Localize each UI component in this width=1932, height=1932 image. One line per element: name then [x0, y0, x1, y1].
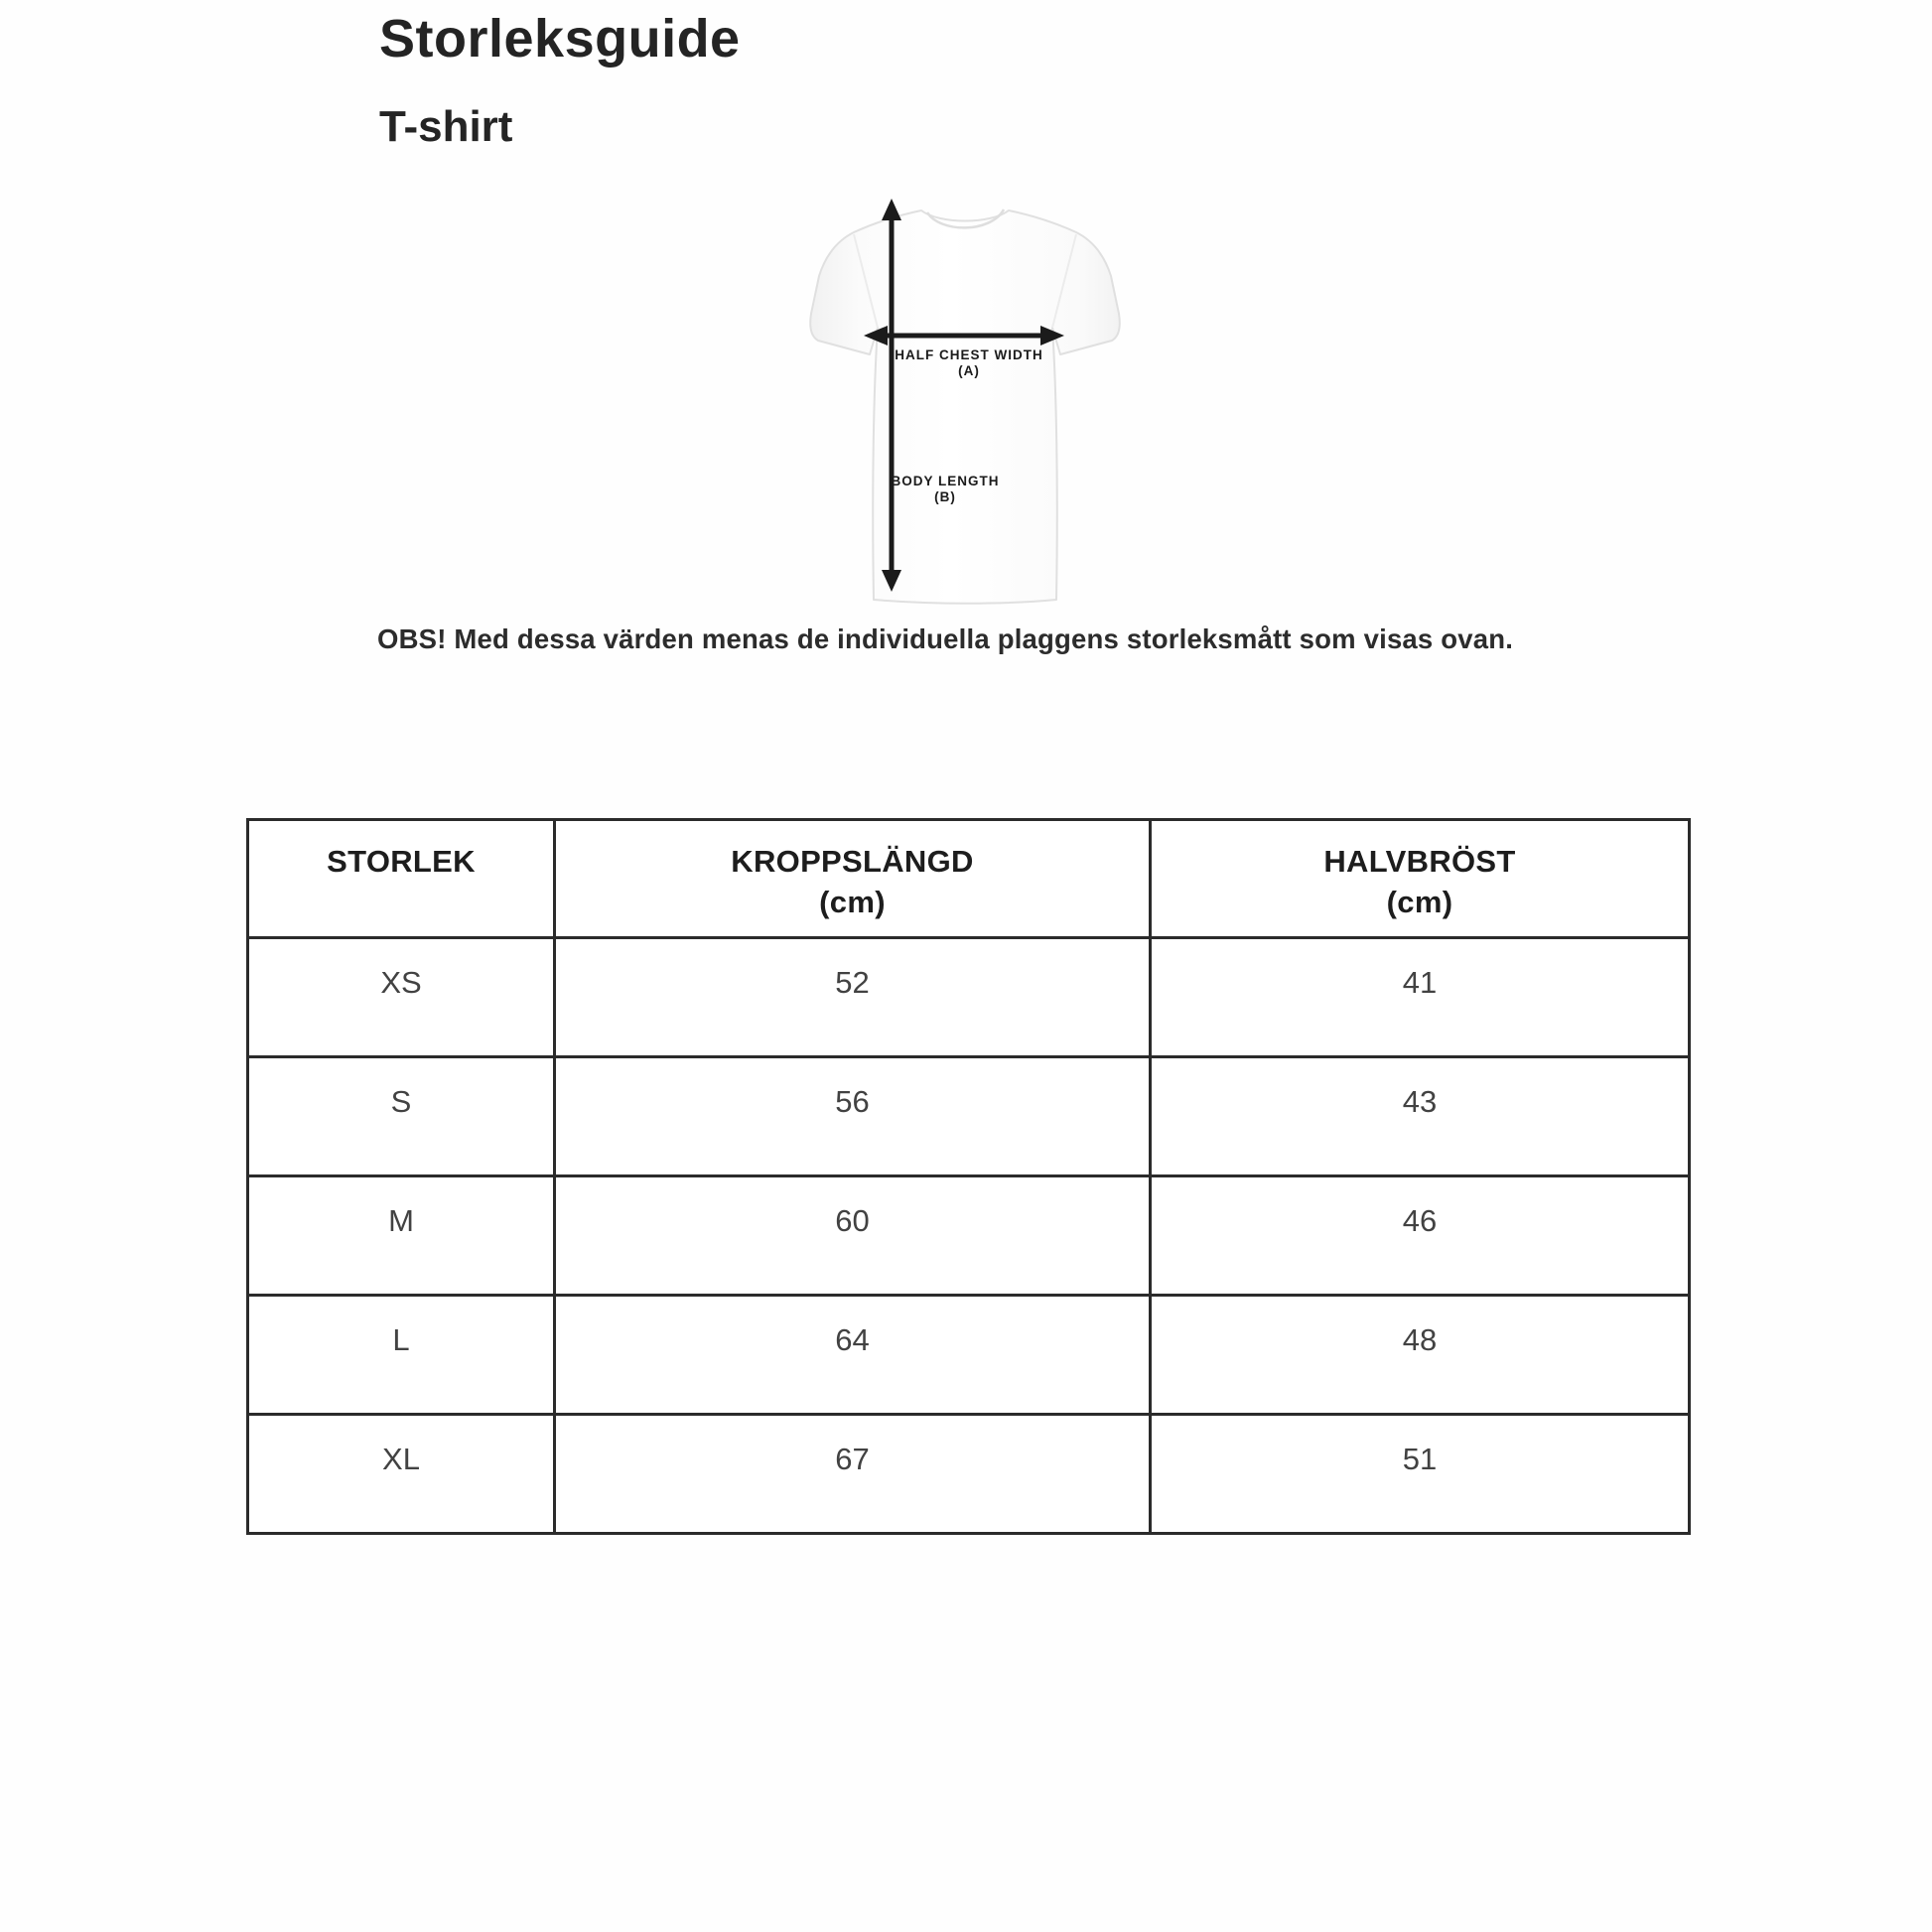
size-cell: L	[248, 1296, 555, 1415]
chest-cell: 51	[1151, 1415, 1690, 1534]
size-table-header-row	[248, 820, 1690, 938]
chest-cell: 46	[1151, 1176, 1690, 1296]
tshirt-body-shape	[810, 210, 1119, 604]
chest-cell: 41	[1151, 938, 1690, 1057]
body-length-label: BODY LENGTH	[891, 474, 1000, 488]
size-table	[246, 818, 1691, 1535]
measurement-note: OBS! Med dessa värden menas de individuella plaggens storleksmått som visas ovan.	[377, 623, 1514, 654]
length-cell: 52	[555, 938, 1151, 1057]
body-length-unit: (cm)	[819, 884, 886, 919]
table-row-l	[248, 1296, 1690, 1415]
table-row-s	[248, 1057, 1690, 1176]
size-cell: XL	[248, 1415, 555, 1534]
half-chest-unit: (cm)	[1386, 884, 1453, 919]
chest-cell: 43	[1151, 1057, 1690, 1176]
tshirt-size-diagram	[780, 189, 1152, 623]
size-cell: XS	[248, 938, 555, 1057]
table-row-m	[248, 1176, 1690, 1296]
half-chest-key-label: (A)	[958, 363, 980, 378]
size-column-header: STORLEK	[248, 820, 555, 938]
length-cell: 64	[555, 1296, 1151, 1415]
table-row-xl	[248, 1415, 1690, 1534]
product-type-label: T-shirt	[379, 102, 513, 151]
half-chest-width-label: HALF CHEST WIDTH	[895, 347, 1043, 362]
size-cell: M	[248, 1176, 555, 1296]
length-cell: 56	[555, 1057, 1151, 1176]
half-chest-column-header: HALVBRÖST (cm)	[1151, 820, 1690, 938]
body-length-column-header: KROPPSLÄNGD (cm)	[555, 820, 1151, 938]
tshirt-image	[780, 189, 1152, 623]
table-row-xs	[248, 938, 1690, 1057]
page-title: Storleksguide	[379, 9, 741, 69]
length-cell: 67	[555, 1415, 1151, 1534]
length-cell: 60	[555, 1176, 1151, 1296]
body-length-key-label: (B)	[934, 489, 956, 504]
chest-cell: 48	[1151, 1296, 1690, 1415]
size-cell: S	[248, 1057, 555, 1176]
